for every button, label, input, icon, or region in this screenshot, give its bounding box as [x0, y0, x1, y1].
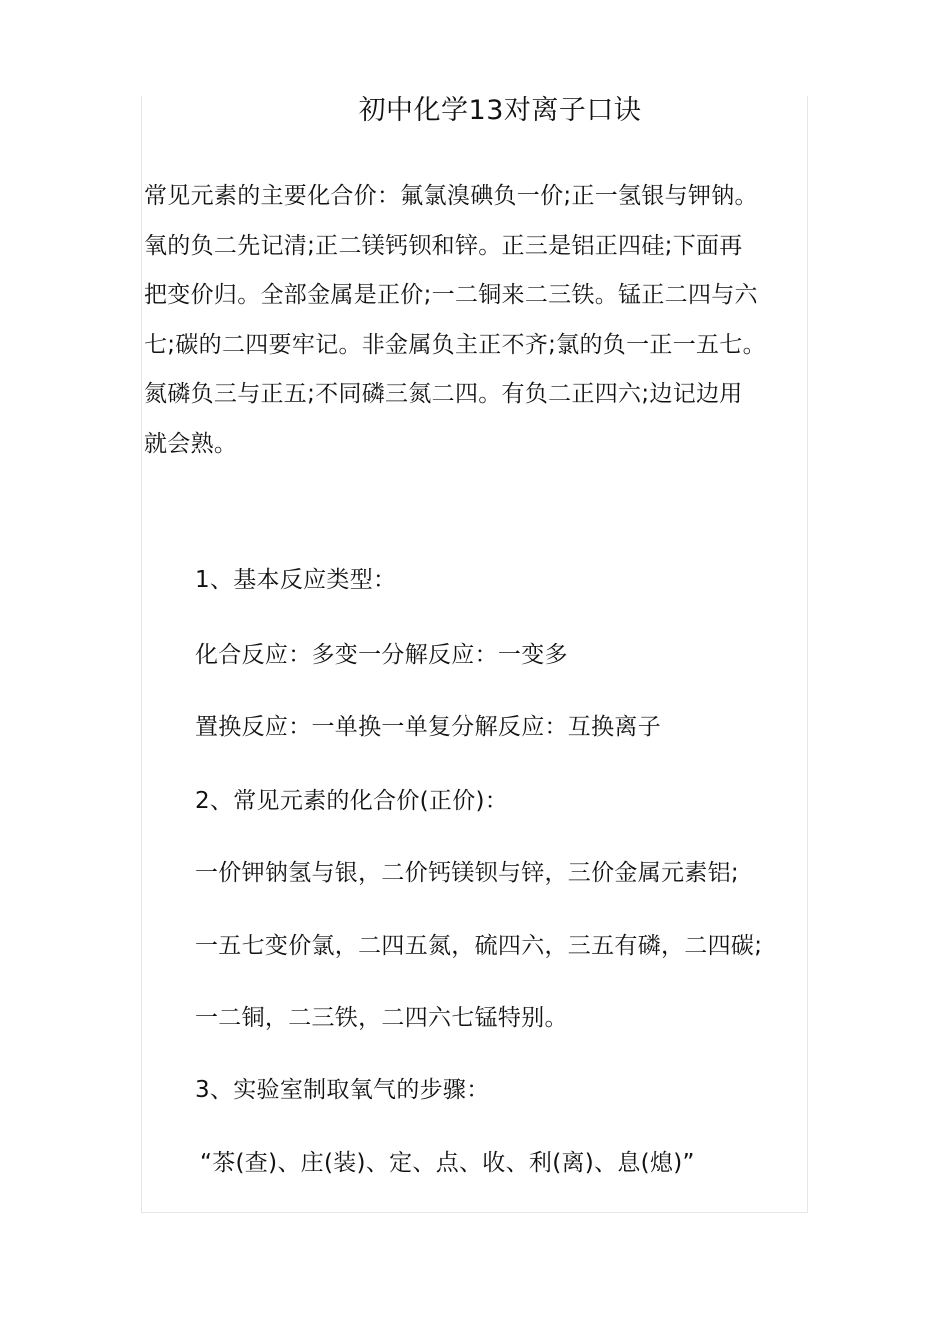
section1-line-1: 化合反应：多变一分解反应：一变多 [195, 642, 568, 668]
intro-line-4: 七;碳的二四要牢记。非金属负主正不齐;氯的负一正一五七。 [144, 331, 766, 358]
intro-line-1: 常见元素的主要化合价：氟氯溴碘负一价;正一氢银与钾钠。 [144, 183, 758, 209]
section2-heading: 2、常见元素的化合价(正价)： [195, 788, 509, 814]
section2-line-1: 一价钾钠氢与银，二价钙镁钡与锌，三价金属元素铝; [195, 860, 739, 886]
section3-heading: 3、实验室制取氧气的步骤： [195, 1077, 490, 1103]
intro-line-3: 把变价归。全部金属是正价;一二铜来二三铁。锰正二四与六 [144, 282, 758, 308]
intro-line-5: 氮磷负三与正五;不同磷三氮二四。有负二正四六;边记边用 [144, 381, 743, 407]
section2-line-2: 一五七变价氯，二四五氮，硫四六，三五有磷，二四碳; [195, 933, 763, 959]
section2-line-3: 一二铜，二三铁，二四六七锰特别。 [195, 1005, 568, 1031]
intro-line-2: 氧的负二先记清;正二镁钙钡和锌。正三是铝正四硅;下面再 [144, 232, 743, 259]
section1-heading: 1、基本反应类型： [195, 567, 397, 593]
section3-line-1: “茶(查)、庄(装)、定、点、收、利(离)、息(熄)” [200, 1150, 695, 1176]
section1-line-2: 置换反应：一单换一单复分解反应：互换离子 [195, 714, 661, 740]
document-title: 初中化学13对离子口诀 [358, 95, 642, 126]
intro-line-6: 就会熟。 [144, 430, 238, 457]
intro-paragraph [144, 172, 816, 469]
